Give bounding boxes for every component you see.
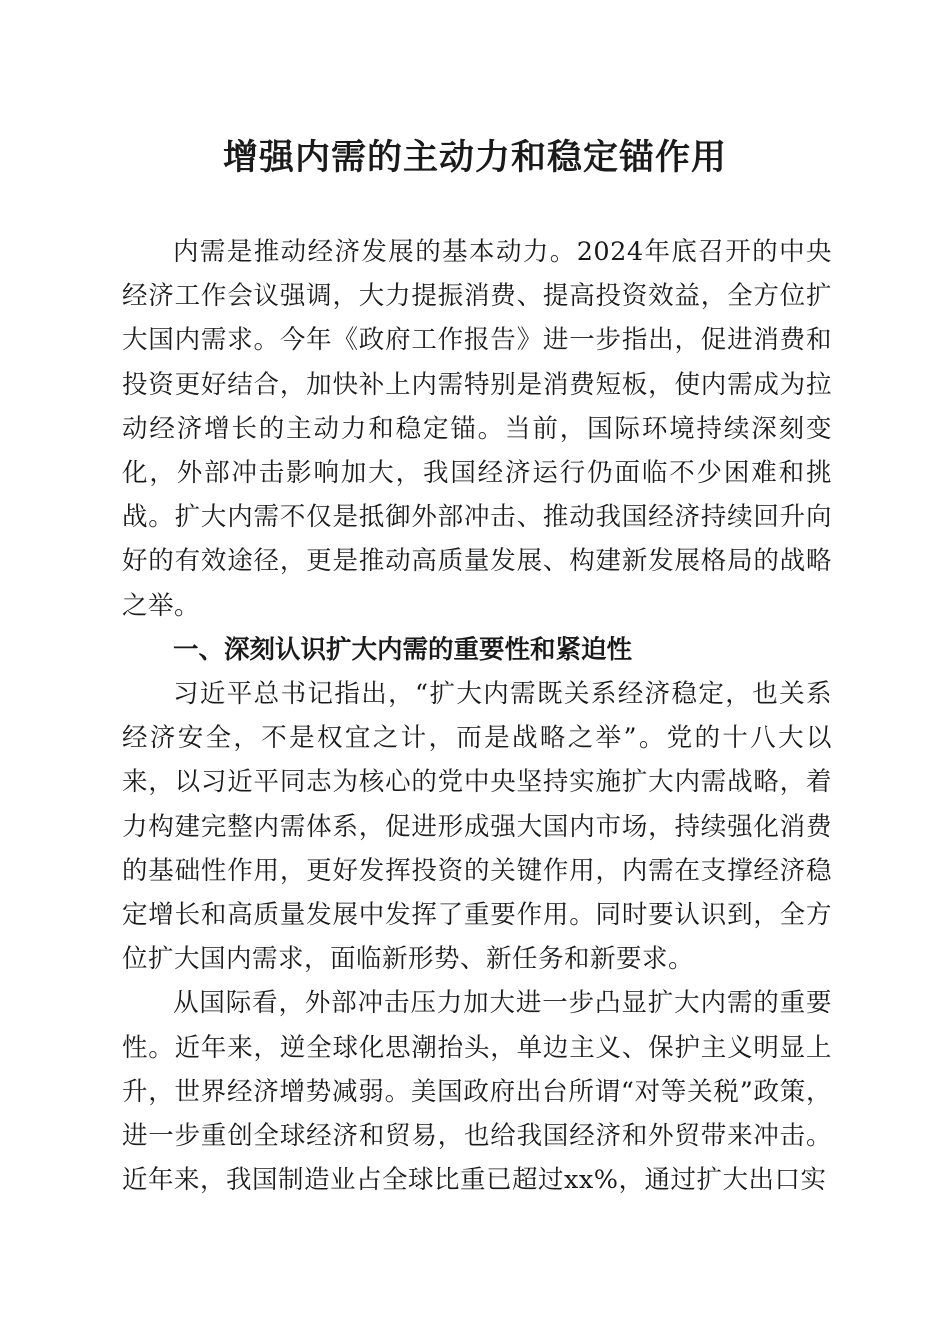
section-heading-1: 一、深刻认识扩大内需的重要性和紧迫性 <box>173 634 633 665</box>
paragraph-international: 从国际看，外部冲击压力加大进一步凸显扩大内需的重要性。近年来，逆全球化思潮抬头，单边主义、保护主义明显上升，世界经济增势减弱。美国政府出台所谓“对等关税”政策，进一步重创全球经济和贸易，也给我国经济和外贸带来冲击。近年来，我国制造业占全球比重已超过xx%，通过扩大出口实 <box>122 988 832 1196</box>
document-body <box>122 230 832 1202</box>
paragraph-intro: 内需是推动经济发展的基本动力。2024年底召开的中央经济工作会议强调，大力提振消费、提高投资效益，全方位扩大国内需求。今年《政府工作报告》进一步指出，促进消费和投资更好结合，加快补上内需特别是消费短板，使内需成为拉动经济增长的主动力和稳定锚。当前，国际环境持续深刻变化，外部冲击影响加大，我国经济运行仍面临不少困难和挑战。扩大内需不仅是抵御外部冲击、推动我国经济持续回升向好的有效途径，更是推动高质量发展、构建新发展格局的战略之举。 <box>122 237 832 621</box>
paragraph-quote: 习近平总书记指出，“扩大内需既关系经济稳定，也关系经济安全，不是权宜之计，而是战略之举”。党的十八大以来，以习近平同志为核心的党中央坚持实施扩大内需战略，着力构建完整内需体系，促进形成强大国内市场，持续强化消费的基础性作用，更好发挥投资的关键作用，内需在支撑经济稳定增长和高质量发展中发挥了重要作用。同时要认识到，全方位扩大国内需求，面临新形势、新任务和新要求。 <box>122 679 832 975</box>
document-title: 增强内需的主动力和稳定锚作用 <box>222 137 727 178</box>
